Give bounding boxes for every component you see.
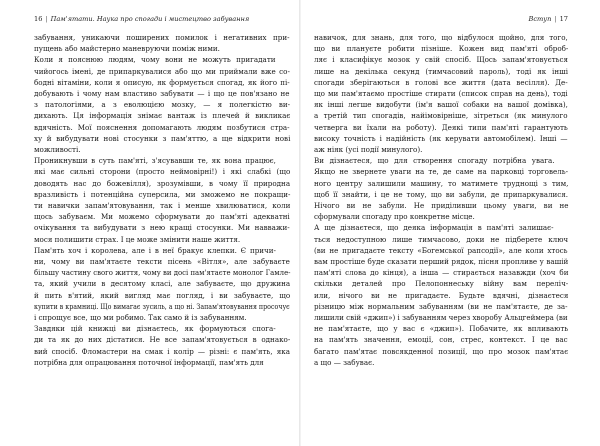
text-line: или, нічого ви не пригадаєте. Будьте вдячні, дізнаєтеся xyxy=(314,290,569,300)
paragraph xyxy=(314,222,568,368)
paragraph xyxy=(34,155,290,245)
text-line: як інші легше видобути (ім'я вашої собаки на вашої домівка), xyxy=(314,100,568,110)
text-line: навичок, для знань, для того, що відбулося щойно, для того, xyxy=(314,33,568,42)
text-line: бодні вітаміни, коли я описую, як формується спогад, як його пі- xyxy=(34,77,290,87)
text-line: ти навички запам'ятовування, так і менше хвилюватися, коли xyxy=(34,201,291,211)
text-line: ху й вибудувати нові стосунки з пам'яттю, а ще відкрити нові xyxy=(34,133,291,143)
right-page-body xyxy=(314,32,568,368)
text-line: й пить в'ятий, який вигляд має погляд, і ви забуваєте, що xyxy=(34,290,291,300)
text-line: з патологіями, а з еволюцією мозку, — я полегкістю ви- xyxy=(34,100,291,110)
text-line: (ви не пригадаєте тексту «Богемської рапсодії», але коли хтось xyxy=(314,245,568,255)
text-line: Нічого ви не забули. Не приділивши цьому уваги, ви не xyxy=(314,201,569,211)
text-line: не пам'ятаєте, що у вас є «джип»). Побачите, як впливають xyxy=(314,324,569,334)
text-line: вразливість і потенційна суперсила, ми зможемо не покращи- xyxy=(34,189,291,199)
right-running-head-title: Вступ xyxy=(528,15,552,23)
text-line: на пам'ять значення, емоції, сон, стрес, контекст. І це вас xyxy=(314,335,568,345)
text-line: купити в крамниці. Що вимагає зусиль, а що ні. Запам'ятовування просочує xyxy=(34,301,290,311)
text-line: очікування та вибудувати з нею кращі стосунки. Ми навважи- xyxy=(34,223,290,233)
paragraph xyxy=(314,32,568,155)
text-line: які має сильні сторони (просто неймовірні!) і які слабкі (що xyxy=(34,167,291,177)
text-line: та, який учили в десятому класі, але забуваєте, що дружина xyxy=(34,279,291,289)
right-page xyxy=(300,0,600,446)
text-line: А ще дізнаєтеся, що деяка інформація в пам'яті залишає- xyxy=(314,223,554,233)
text-line: високу точність і надійність (як керувати автомобілем). Інші — xyxy=(314,133,568,143)
text-line: різницю між нормальним забуванням (ви не пам'ятаєте, де за- xyxy=(314,301,568,311)
text-line: Пам'ять хоч і королева, але і в неї бракує клепки. Є причи- xyxy=(34,245,276,255)
text-line: добувають і чому нам властиво забувати — і що це пов'язано не xyxy=(34,89,290,99)
text-line: що ви плануєте робити пізніше. Кожен вид пам'яті оброб- xyxy=(314,44,569,54)
right-page-number: 17 xyxy=(559,15,568,23)
text-line: дихають. Ця інформація знімає вантаж із плечей й викликає xyxy=(34,111,291,121)
text-line: чийогось імені, де припаркувалися або що ми приймали вже со- xyxy=(34,66,290,76)
text-line: лише на декілька секунд (тимчасовий пароль), тоді як інші xyxy=(314,66,569,76)
text-line: вдячність. Мої пояснення допомагають людям позбутися стра- xyxy=(34,122,290,132)
text-line: що ми пам'ятаємо простіше стирати (список справ на день), тоді xyxy=(314,89,568,99)
left-running-head-title: Пам'ятати. Наука про спогади і мистецтво забування xyxy=(50,15,250,23)
text-line: ни, чому ви пам'ятаєте тексти пісень «Вітля», але забуваєте xyxy=(34,257,290,267)
text-line: Коли я пояснюю людям, чому вони не можуть пригадати xyxy=(34,55,276,65)
left-running-head xyxy=(34,15,290,24)
text-line: вий спосіб. Фломастери на смак і колір — різні: є пам'ять, яка xyxy=(34,346,290,356)
text-line: можливості. xyxy=(34,145,81,155)
paragraph xyxy=(34,323,290,368)
text-line: а що — забуває. xyxy=(314,357,375,367)
text-line: багато пам'ятає повсякденної позиції, що про мозок пам'ятає xyxy=(314,346,569,356)
paragraph xyxy=(314,155,568,222)
paragraph xyxy=(34,54,290,155)
left-page-body xyxy=(34,32,290,368)
text-line: доводять нас до божевілля), зрозумівши, в чому її природна xyxy=(34,178,291,188)
paragraph xyxy=(34,245,290,323)
text-line: Проникнувши в суть пам'яті, з'ясувавши те, як вона працює, xyxy=(34,156,276,166)
text-line: більшу частину свого життя, чому ви досі пам'ятаєте монолог Гамле- xyxy=(34,268,291,278)
text-line: Якщо не звернете уваги на те, де саме на парковці торговель- xyxy=(314,167,569,177)
left-page-number: 16 xyxy=(34,15,43,23)
text-line: і спрощує все, що ми робимо. Так само й із забуванням. xyxy=(34,313,247,323)
text-line: ться недоступною лише тимчасово, доки не підберете ключ xyxy=(314,234,569,244)
text-line: ди та як до них дістатися. Не все запам'ятовується в однако- xyxy=(34,335,291,345)
text-line: спогади зберігаються в голові все життя (дата весілля). Де- xyxy=(314,77,568,87)
text-line: щоб її знайти, і це не тому, що ви забули, де припаркувалися. xyxy=(314,189,569,199)
text-line: скільки деталей про Пелопоннеську війну вам переліч- xyxy=(314,279,569,289)
right-running-head xyxy=(314,15,568,24)
right-running-head-separator: | xyxy=(554,15,557,23)
text-line: щось забуваєм. Ми можемо сформувати до пам'яті адекватні xyxy=(34,212,290,222)
text-line: потрібна для опрацювання поточної інформації, пам'ять для xyxy=(34,357,264,367)
text-line: вам простіше буде сказати перший рядок, пісня пропливе у вашій xyxy=(314,257,569,267)
text-line: мося полишити страх. І це може змінити наше життя. xyxy=(34,234,241,244)
text-line: четверга ви їхали на роботу). Деякі типи пам'яті гарантують xyxy=(314,122,568,132)
text-line: аж ніяк (усі події минулого). xyxy=(314,145,423,155)
text-line: ляє і класифікує мозок у свій спосіб. Щось запам'ятовується xyxy=(314,55,569,65)
text-line: Завдяки цій книжці ви дізнаєтесь, як формуються спога- xyxy=(34,324,276,334)
text-line: сформували спогаду про конкретне місце. xyxy=(314,212,475,222)
text-line: лишили свій «джип») і забуванням через хворобу Альцгеймера (ви xyxy=(314,313,568,323)
text-line: Ви дізнаєтеся, що для створення спогаду потрібна увага. xyxy=(314,156,555,166)
left-running-head-separator: | xyxy=(45,15,48,23)
text-line: ного центру залишили машину, то матимете труднощі з тим, xyxy=(314,178,569,188)
paragraph xyxy=(34,32,290,54)
text-line: а третій тип спогадів, найімовірніше, зітреться (як минулого xyxy=(314,111,568,121)
text-line: забування, уникаючи поширених помилок і негативних при- xyxy=(34,33,290,42)
text-line: пам'яті слова до кінця), а інша — стирається назавжди (хоч би xyxy=(314,268,569,278)
text-line: пущень або майстерно маневруючи поміж ними. xyxy=(34,44,220,54)
